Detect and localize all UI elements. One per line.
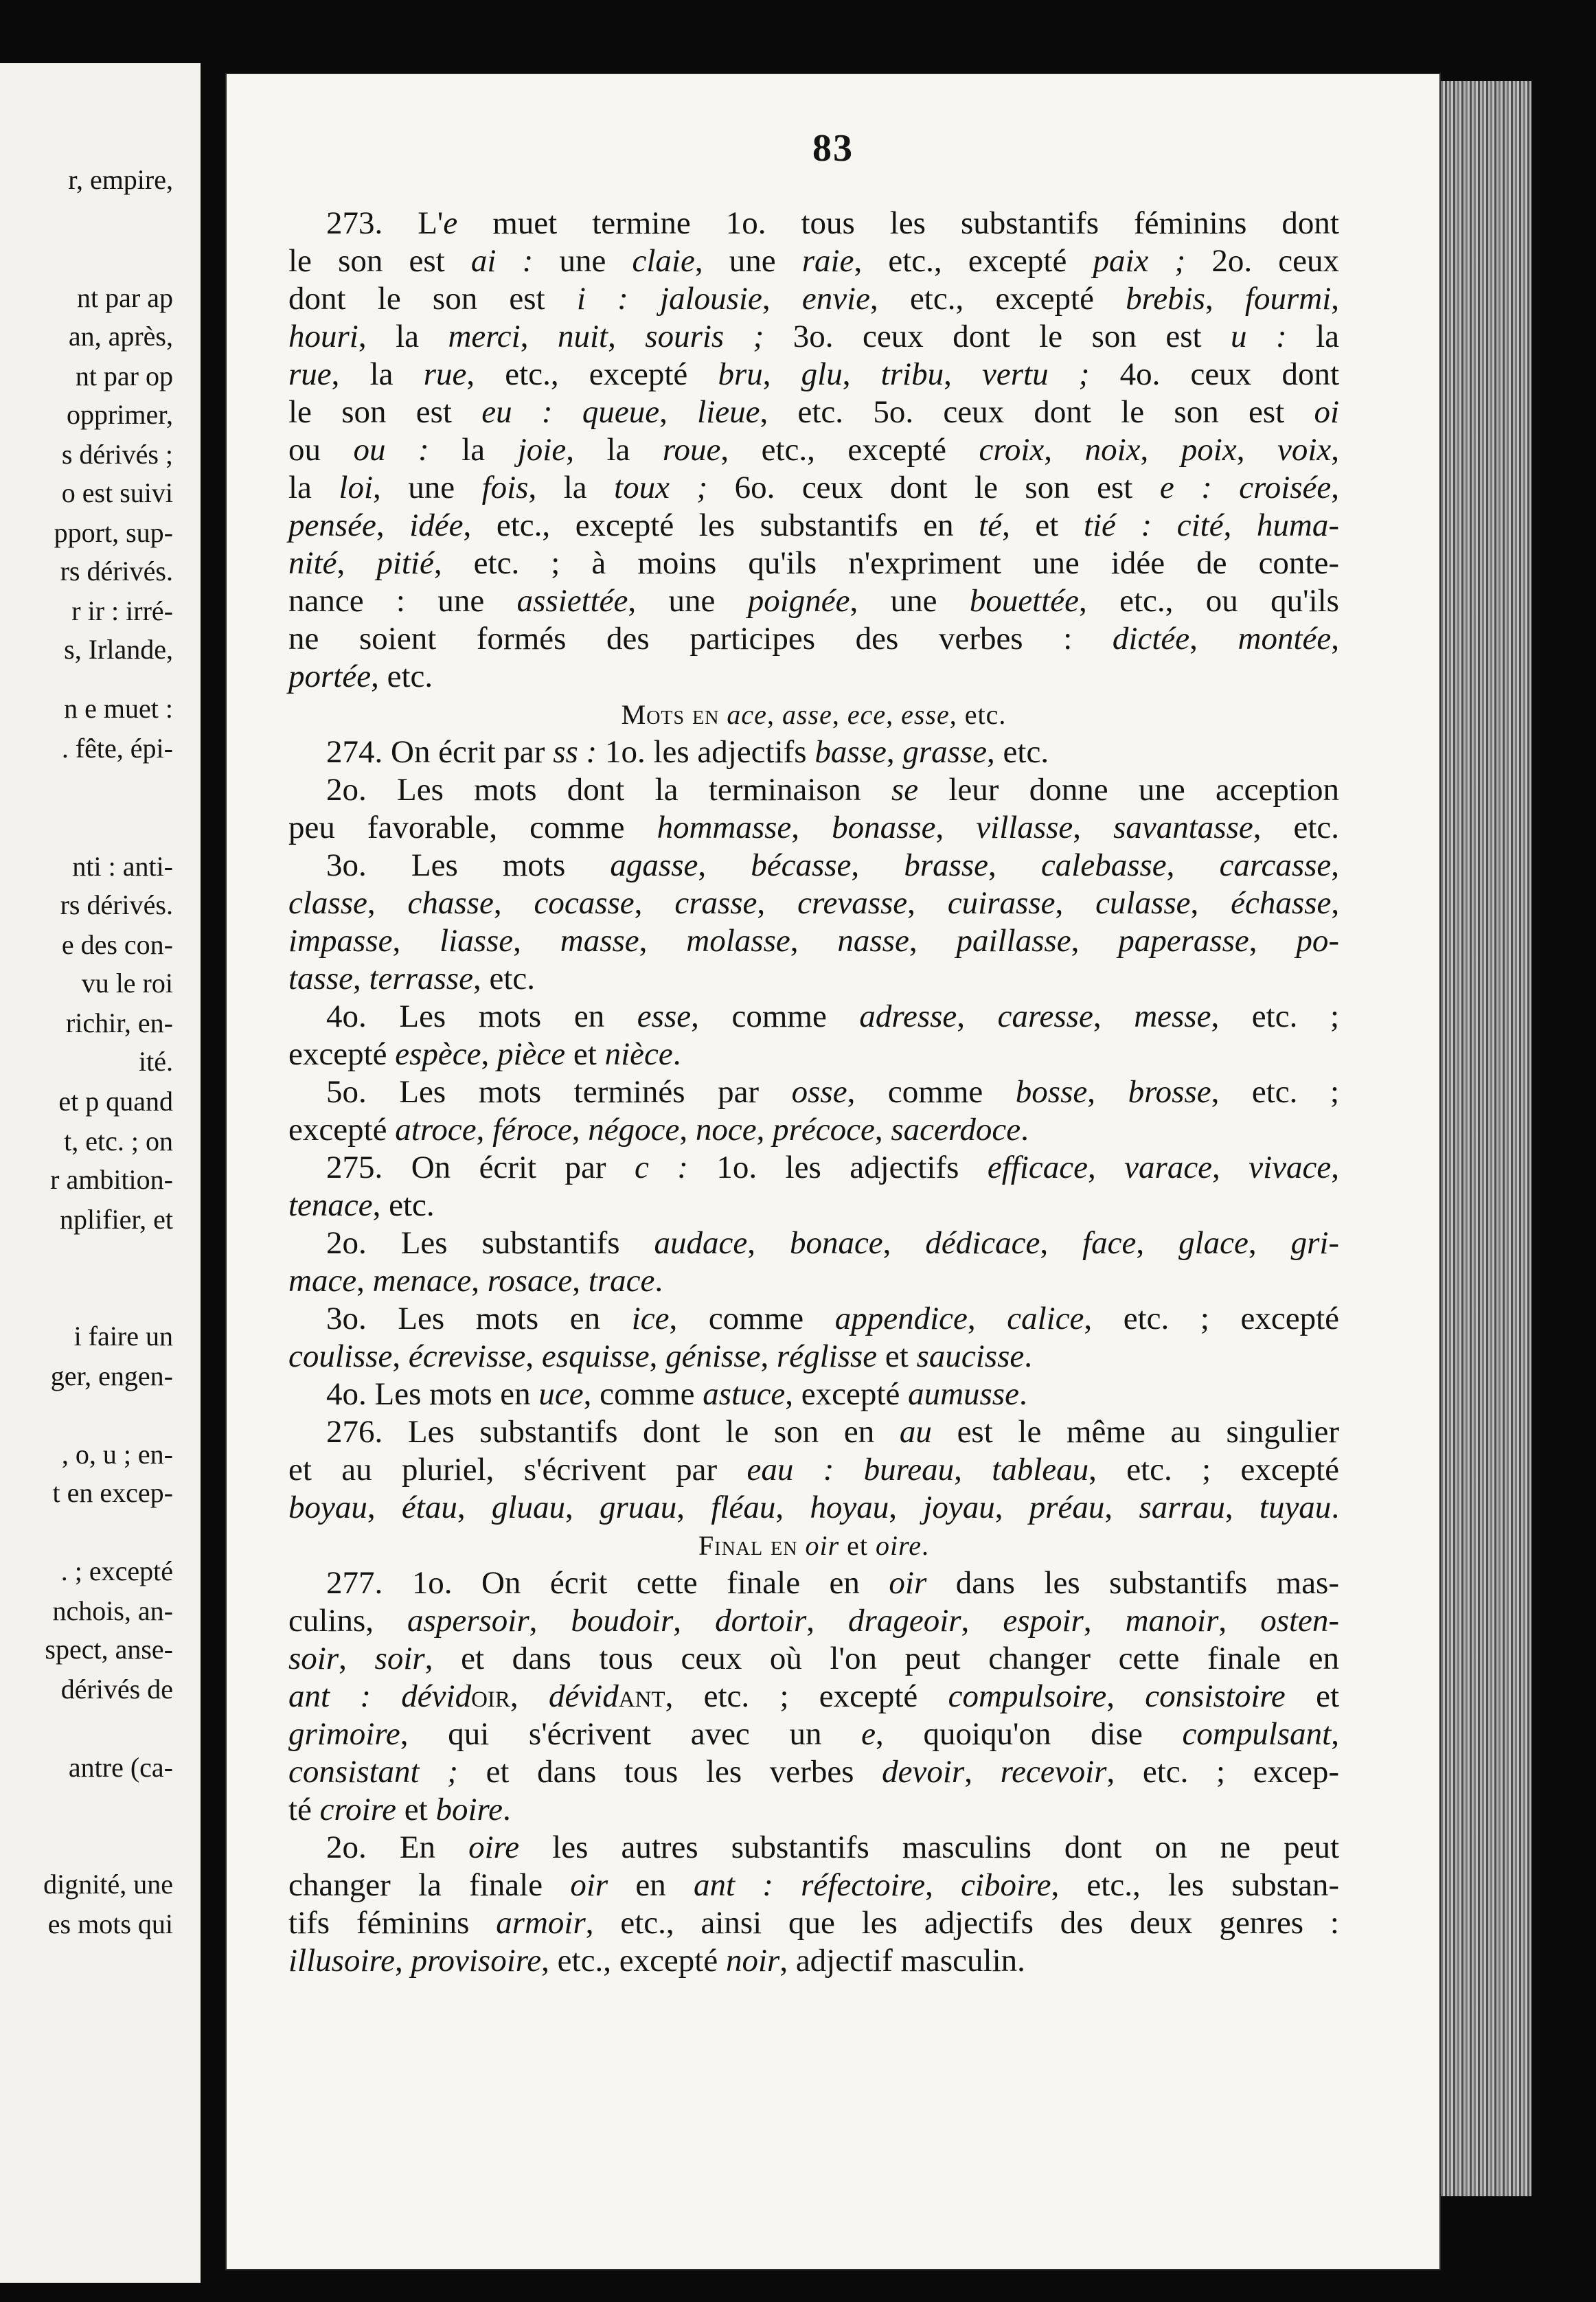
text-line: changer la finale oir en ant : réfectoire, ciboire, etc., les substan-	[288, 1867, 1339, 1903]
left-page-line: an, après,	[68, 321, 173, 352]
text-line: le son est ai : une claie, une raie, etc., excepté paix ; 2o. ceux	[288, 243, 1340, 279]
text-line: le son est eu : queue, lieue, etc. 5o. ceux dont le son est oi	[288, 394, 1340, 430]
left-page-line: antre (ca-	[68, 1752, 173, 1783]
text-line: 4o. Les mots en uce, comme astuce, excepté aumusse.	[326, 1376, 1027, 1412]
text-line: excepté atroce, féroce, négoce, noce, précoce, sacerdoce.	[288, 1112, 1029, 1148]
text-line: ant : dévidoir, dévidant, etc. ; excepté compulsoire, consistoire et	[288, 1678, 1340, 1714]
section-heading: Final en oir et oire.	[698, 1530, 929, 1561]
text-line: té croire et boire.	[288, 1792, 511, 1827]
text-line: 2o. En oire les autres substantifs masculins dont on ne peut	[326, 1830, 1339, 1865]
text-line: boyau, étau, gluau, gruau, fléau, hoyau, joyau, préau, sarrau, tuyau.	[288, 1490, 1340, 1525]
left-page-line: pport, sup-	[54, 517, 173, 548]
page-edges	[1428, 81, 1531, 2196]
text-line: 275. On écrit par c : 1o. les adjectifs efficace, varace, vivace,	[326, 1150, 1340, 1185]
left-page-line: dérivés de	[60, 1674, 173, 1705]
left-page-line: vu le roi	[81, 968, 173, 999]
text-line: ne soient formés des participes des verbes : dictée, montée,	[288, 621, 1339, 657]
text-line: tenace, etc.	[288, 1187, 435, 1223]
paragraph-p276	[288, 1413, 1339, 1527]
text-line: 277. 1o. On écrit cette finale en oir dans les substantifs mas-	[326, 1565, 1339, 1601]
left-page-line: opprimer,	[66, 399, 173, 430]
text-line: 3o. Les mots agasse, bécasse, brasse, calebasse, carcasse,	[326, 847, 1340, 883]
left-page-line: r ir : irré-	[71, 595, 173, 626]
text-line: grimoire, qui s'écrivent avec un e, quoiqu'on dise compulsant,	[288, 1716, 1339, 1752]
left-page-line: e des con-	[61, 929, 173, 960]
left-page-line: , o, u ; en-	[61, 1439, 173, 1470]
left-page-line: nt par ap	[77, 282, 173, 313]
text-line: nité, pitié, etc. ; à moins qu'ils n'expriment une idée de conte-	[288, 545, 1339, 581]
left-page-line: rs dérivés.	[60, 556, 173, 586]
left-page-fragment	[0, 63, 201, 2283]
text-line: tasse, terrasse, etc.	[288, 961, 535, 996]
text-line: pensée, idée, etc., excepté les substantifs en té, et tié : cité, huma-	[288, 508, 1340, 543]
left-page-line: es mots qui	[47, 1908, 173, 1939]
left-page-line: ité.	[139, 1046, 173, 1077]
text-line: 273. L'e muet termine 1o. tous les substantifs féminins dont	[326, 205, 1339, 241]
text-line: houri, la merci, nuit, souris ; 3o. ceux dont le son est u : la	[288, 319, 1340, 354]
left-page-line: s, Irlande,	[64, 634, 173, 665]
left-page-line: nti : anti-	[72, 851, 173, 882]
text-line: tifs féminins armoir, etc., ainsi que les adjectifs des deux genres :	[288, 1905, 1339, 1941]
text-line: coulisse, écrevisse, esquisse, génisse, réglisse et saucisse.	[288, 1338, 1032, 1374]
text-line: 274. On écrit par ss : 1o. les adjectifs basse, grasse, etc.	[326, 734, 1049, 770]
left-page-line: spect, anse-	[45, 1634, 173, 1665]
body-text	[288, 205, 1339, 1980]
text-line: 2o. Les mots dont la terminaison se leur donne une acception	[326, 772, 1339, 808]
left-page-line: richir, en-	[65, 1007, 173, 1038]
text-line: dont le son est i : jalousie, envie, etc., excepté brebis, fourmi,	[288, 281, 1340, 317]
section-heading: Mots en ace, asse, ece, esse, etc.	[621, 699, 1007, 730]
left-page-line: n e muet :	[64, 693, 173, 724]
paragraph-p277	[288, 1564, 1339, 1980]
left-page-line: rs dérivés.	[60, 889, 173, 920]
text-line: illusoire, provisoire, etc., excepté noir, adjectif masculin.	[288, 1943, 1025, 1979]
text-line: peu favorable, comme hommasse, bonasse, villasse, savantasse, etc.	[288, 810, 1340, 845]
text-line: portée, etc.	[288, 659, 433, 694]
text-line: nance : une assiettée, une poignée, une bouettée, etc., ou qu'ils	[288, 583, 1339, 619]
text-line: et au pluriel, s'écrivent par eau : bureau, tableau, etc. ; excepté	[288, 1452, 1340, 1488]
left-page-line: dignité, une	[43, 1869, 173, 1900]
left-page-line: r, empire,	[68, 164, 173, 195]
text-line: consistant ; et dans tous les verbes devoir, recevoir, etc. ; excep-	[288, 1754, 1339, 1790]
left-page-line: r ambition-	[50, 1164, 173, 1195]
text-line: soir, soir, et dans tous ceux où l'on peut changer cette finale en	[288, 1641, 1339, 1676]
left-page-line: nt par op	[75, 361, 173, 391]
text-line: 2o. Les substantifs audace, bonace, dédicace, face, glace, gri-	[326, 1225, 1340, 1261]
left-page-line: . fête, épi-	[61, 733, 173, 764]
paragraph-p275	[288, 1149, 1339, 1413]
right-page	[227, 74, 1439, 2269]
text-line: ou ou : la joie, la roue, etc., excepté croix, noix, poix, voix,	[288, 432, 1340, 468]
text-line: 5o. Les mots terminés par osse, comme bosse, brosse, etc. ;	[326, 1074, 1340, 1110]
text-line: 4o. Les mots en esse, comme adresse, caresse, messe, etc. ;	[326, 999, 1339, 1034]
left-page-line: ger, engen-	[50, 1360, 173, 1391]
left-page-line: i faire un	[73, 1321, 173, 1352]
page-number: 83	[812, 127, 854, 170]
text-line: 3o. Les mots en ice, comme appendice, calice, etc. ; excepté	[326, 1301, 1340, 1336]
left-page-line: nchois, an-	[52, 1595, 173, 1626]
text-line: la loi, une fois, la toux ; 6o. ceux dont le son est e : croisée,	[288, 470, 1340, 505]
text-line: mace, menace, rosace, trace.	[288, 1263, 663, 1299]
text-line: rue, la rue, etc., excepté bru, glu, tribu, vertu ; 4o. ceux dont	[288, 356, 1340, 392]
left-page-line: s dérivés ;	[61, 439, 173, 470]
left-page-line: t en excep-	[52, 1477, 173, 1508]
text-line: impasse, liasse, masse, molasse, nasse, paillasse, paperasse, po-	[288, 923, 1340, 959]
left-page-line: t, etc. ; on	[64, 1126, 173, 1156]
text-line: 276. Les substantifs dont le son en au est le même au singulier	[326, 1414, 1339, 1450]
text-line: excepté espèce, pièce et nièce.	[288, 1036, 681, 1072]
paragraph-p273	[288, 205, 1339, 696]
left-page-line: . ; excepté	[60, 1555, 173, 1586]
text-line: culins, aspersoir, boudoir, dortoir, drageoir, espoir, manoir, osten-	[288, 1603, 1340, 1639]
text-line: classe, chasse, cocasse, crasse, crevasse, cuirasse, culasse, échasse,	[288, 885, 1340, 921]
left-page-line: et p quand	[58, 1086, 173, 1117]
left-page-line: o est suivi	[61, 477, 173, 508]
left-page-line: nplifier, et	[60, 1204, 173, 1235]
paragraph-p274	[288, 733, 1339, 1149]
